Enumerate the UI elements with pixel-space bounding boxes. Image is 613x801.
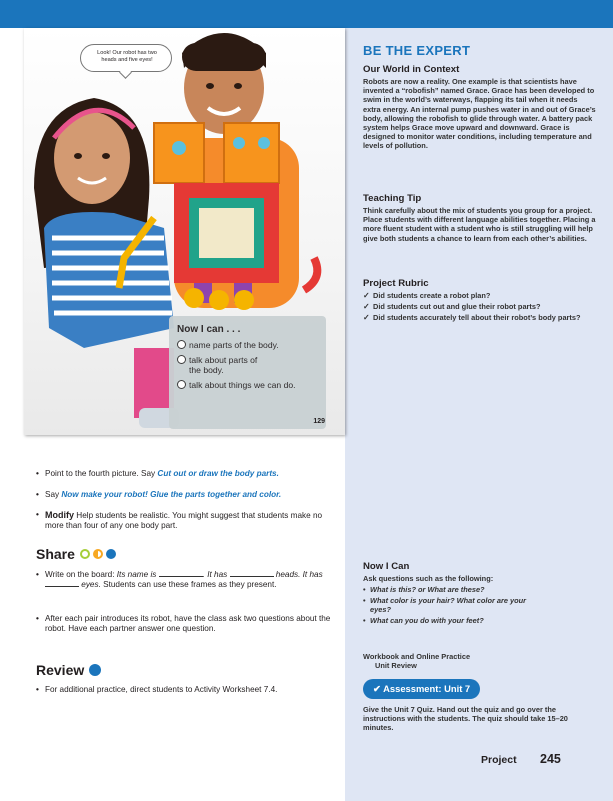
level-full-circle-icon — [106, 549, 116, 559]
now-i-can-heading: Now I Can — [363, 561, 410, 572]
checkbox-circle-icon — [177, 340, 186, 349]
now-i-can-intro: Ask questions such as the following: — [363, 574, 494, 583]
blank-line — [159, 570, 203, 577]
student-page-number: 129 — [313, 418, 325, 425]
instruction-bullet: • Point to the fourth picture. Say Cut out or draw the body parts. — [36, 469, 279, 478]
now-i-can-title: Now I can . . . — [177, 324, 241, 335]
share-section-title: Share — [36, 546, 336, 562]
rubric-item: ✓ Did students accurately tell about their robot’s body parts? — [363, 313, 581, 322]
speech-bubble: Look! Our robot has two heads and five eyes! — [80, 44, 172, 72]
level-circle-icon — [80, 549, 90, 559]
project-rubric-heading: Project Rubric — [363, 278, 429, 289]
level-full-circle-icon — [89, 664, 101, 676]
rubric-item: ✓ Did students cut out and glue their robot parts? — [363, 302, 541, 311]
be-the-expert-title: BE THE EXPERT — [363, 43, 471, 58]
blank-line — [45, 580, 79, 587]
assessment-button[interactable]: ✔ Assessment: Unit 7 — [363, 679, 480, 699]
review-bullet: • For additional practice, direct students to Activity Worksheet 7.4. — [36, 685, 278, 694]
rubric-item: ✓ Did students create a robot plan? — [363, 291, 491, 300]
footer-label: Project — [481, 754, 517, 766]
top-color-bar — [0, 0, 613, 28]
review-section-title: Review — [36, 662, 336, 678]
checkbox-circle-icon — [177, 380, 186, 389]
share-bullet: • After each pair introduces its robot, have the class ask two questions about the robot. Have each partner answer one question. — [36, 614, 331, 634]
question-item: • What can you do with your feet? — [363, 616, 484, 626]
checkmark-icon: ✓ — [363, 313, 370, 322]
now-i-can-item: name parts of the body. — [177, 340, 318, 350]
level-half-circle-icon — [93, 549, 103, 559]
blank-line — [230, 570, 274, 577]
now-i-can-box — [169, 316, 326, 429]
teaching-tip-body: Think carefully about the mix of students you group for a project. Place students with different language abilities together. Placing a more fluent student with a student who is still struggling will help give both students a chance to learn from each other’s abilities. — [363, 206, 596, 243]
student-book-page — [24, 28, 345, 435]
share-bullet: • Write on the board: Its name is . It has heads. It has eyes. Students can use these frames as they present. — [36, 570, 323, 590]
workbook-heading: Workbook and Online Practice — [363, 652, 471, 661]
checkmark-icon: ✔ — [373, 683, 384, 694]
world-context-heading: Our World in Context — [363, 64, 460, 75]
modify-bullet: • Modify Help students be realistic. You might suggest that students make no more than four of any one body part. — [36, 510, 323, 531]
checkmark-icon: ✓ — [363, 302, 370, 311]
now-i-can-item: talk about parts of the body. — [177, 355, 318, 375]
question-item: • What is this? or What are these? — [363, 585, 485, 595]
workbook-sub: Unit Review — [375, 661, 417, 671]
assessment-body: Give the Unit 7 Quiz. Hand out the quiz and go over the instructions with the students. The quiz should take 15–20 minutes. — [363, 705, 568, 733]
question-item: • What color is your hair? What color are your eyes? — [363, 596, 527, 615]
now-i-can-item: talk about things we can do. — [177, 380, 318, 390]
checkbox-circle-icon — [177, 355, 186, 364]
footer-page-number: 245 — [540, 752, 561, 766]
checkmark-icon: ✓ — [363, 291, 370, 300]
world-context-body: Robots are now a reality. One example is that scientists have invented a “robofish” named Grace. Grace has been developed to swim in the world’s waterways, flapping its tail when it needs extra energy. An internal pump pushes water in and out of Grace’s body, allowing the robofish to glide through water. A battery pack system helps Grace move upward and downward. Grace is designed to monitor water conditions, including temperature and levels of pollution. — [363, 77, 596, 151]
teaching-tip-heading: Teaching Tip — [363, 193, 422, 204]
instruction-bullet: • Say Now make your robot! Glue the parts together and color. — [36, 490, 282, 499]
